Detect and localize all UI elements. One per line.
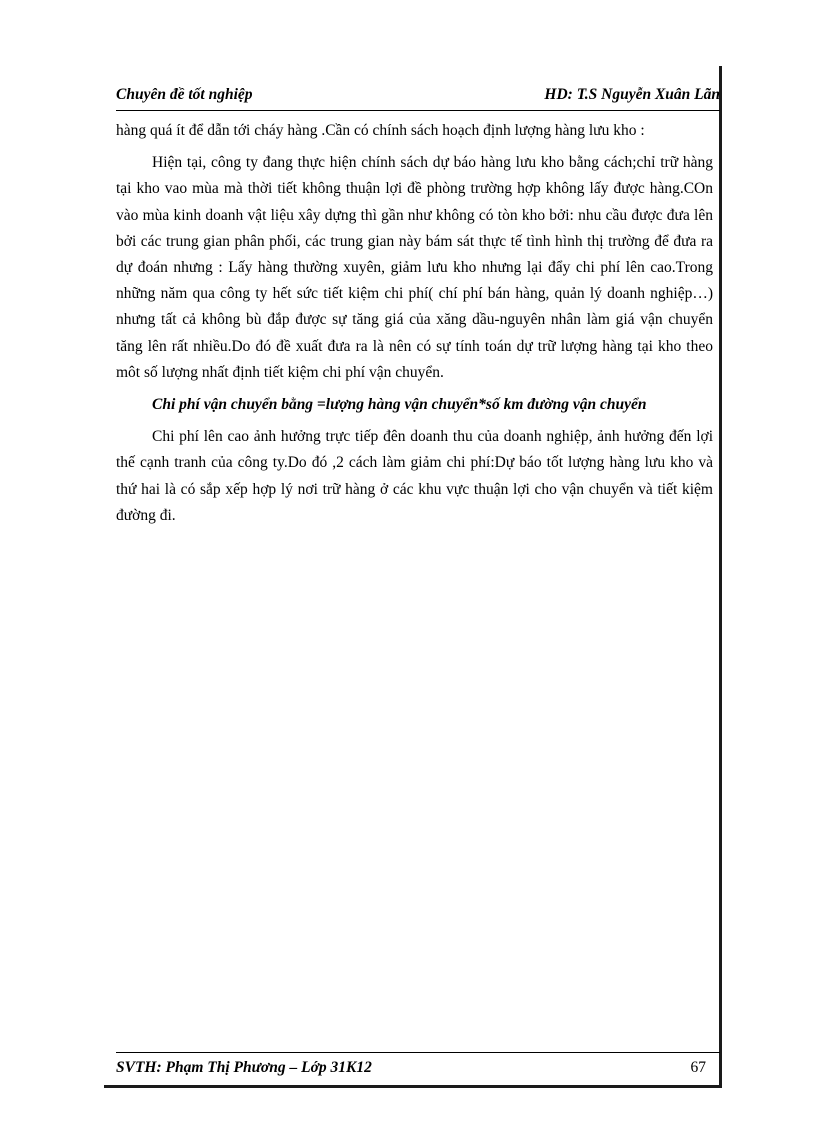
page-header (116, 84, 720, 111)
paragraph-1: hàng quá ít để dẫn tới cháy hàng .Cần có chính sách hoạch định lượng hàng lưu kho : (116, 122, 645, 139)
page-number: 67 (690, 1059, 706, 1076)
header-title: Chuyên đề tốt nghiệp (116, 86, 253, 103)
header-advisor: HD: T.S Nguyễn Xuân Lãn (544, 86, 720, 103)
formula-heading: Chi phí vận chuyển bằng =lượng hàng vận chuyển*số km đường vận chuyển (152, 396, 647, 414)
paragraph-2: Hiện tại, công ty đang thực hiện chính sách dự báo hàng lưu kho bằng cách;chỉ trữ hàng tại kho vao mùa mà thời tiết không thuận lợi đề phòng trường hợp không lấy được hàng.COn vào mùa kinh doanh vật liệu xây dựng thì gần như không có tòn kho bởi: nhu cầu được đưa lên bởi các trung gian phân phối, các trung gian này bám sát thực tế tình hình thị trường để đưa ra dự đoán nhưng : Lấy hàng thường xuyên, giảm lưu kho nhưng lại đẩy chi phí lên cao.Trong những năm qua công ty hết sức tiết kiệm chi phí( chí phí bán hàng, quản lý doanh nghiệp…) nhưng tất cả không bù đắp được sự tăng giá của xăng dầu-nguyên nhân làm giá vận chuyển tăng lên rất nhiều.Do đó đề xuất đưa ra là nên có sự tính toán dự trữ lượng hàng tại kho theo môt số lượng nhất định tiết kiệm chi phí vận chuyển. (116, 154, 713, 381)
page-footer (116, 1052, 720, 1081)
paragraph-4: Chi phí lên cao ảnh hưởng trực tiếp đên doanh thu của doanh nghiệp, ảnh hưởng đến lợi thế cạnh tranh của công ty.Do đó ,2 cách làm giảm chi phí:Dự báo tốt lượng hàng lưu kho và thứ hai là có sắp xếp hợp lý nơi trữ hàng ở các khu vực thuận lợi cho vận chuyển và tiết kiệm đường đi. (116, 428, 713, 524)
footer-author: SVTH: Phạm Thị Phương – Lớp 31K12 (116, 1059, 372, 1076)
page-body (116, 118, 713, 535)
